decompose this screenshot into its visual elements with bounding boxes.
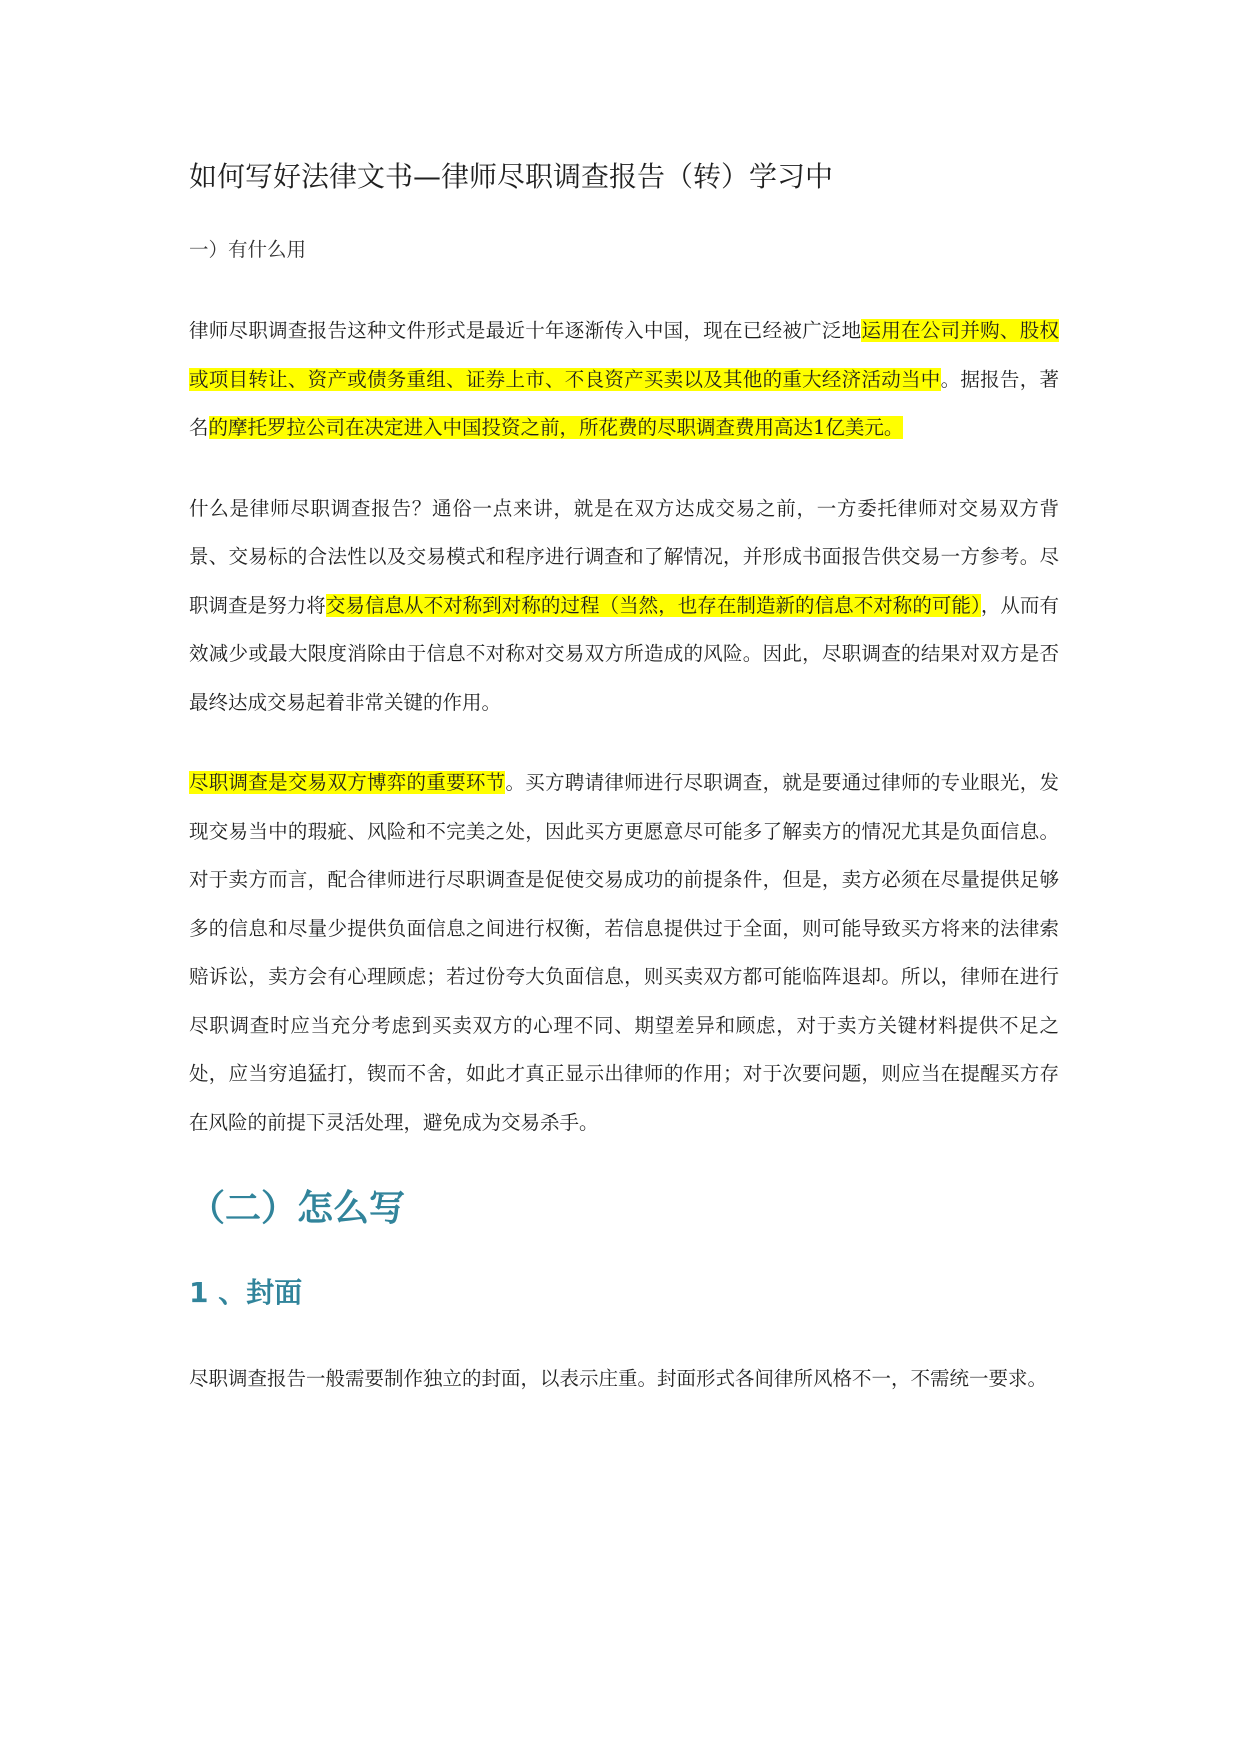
paragraph-3-text-b: 。买方聘请律师进行尽职调查，就是要通过律师的专业眼光，发现交易当中的瑕疵、风险和不完美之处，因此买方更愿意尽可能多了解卖方的情况尤其是负面信息。对于卖方而言，配合律师进行尽职调查是促使交易成功的前提条件，但是，卖方必须在尽量提供足够多的信息和尽量少提供负面信息之间进行权衡，若信息提供过于全面，则可能导致买方将来的法律索赔诉讼，卖方会有心理顾虑；若过份夸大负面信息，则买卖双方都可能临阵退却。所以，律师在进行尽职调查时应当充分考虑到买卖双方的心理不同、期望差异和顾虑，对于卖方关键材料提供不足之处，应当穷追猛打，锲而不舍，如此才真正显示出律师的作用；对于次要问题，则应当在提醒买方存在风险的前提下灵活处理，避免成为交易杀手。 — [189, 771, 1059, 1134]
paragraph-1-highlight-b: 运用在公司并购、股权或项目转让、资产或债务重组、证券上市、不良资产买卖以及其他的重大经济活动当中 — [189, 319, 1059, 391]
paragraph-3 — [189, 759, 1059, 1147]
paragraph-2 — [189, 485, 1059, 728]
document-title: 如何写好法律文书—律师尽职调查报告（转）学习中 — [189, 160, 834, 193]
paragraph-2-highlight-b: 交易信息从不对称到对称的过程（当然，也存在制造新的信息不对称的可能） — [325, 593, 981, 617]
paragraph-2-text-c: ，从而有效减少或最大限度消除由于信息不对称对交易双方所造成的风险。因此，尽职调查的结果对双方是否最终达成交易起着非常关键的作用。 — [189, 593, 1059, 714]
document-body — [189, 155, 1059, 1436]
paragraph-4: 尽职调查报告一般需要制作独立的封面，以表示庄重。封面形式各间律所风格不一，不需统一要求。 — [189, 1367, 1048, 1390]
section-heading-how-to-write: （二）怎么写 — [189, 1188, 406, 1229]
paragraph-1-text-a: 律师尽职调查报告这种文件形式是最近十年逐渐传入中国，现在已经被广泛地 — [189, 319, 862, 342]
subsection-heading-cover: 1 、封面 — [189, 1276, 303, 1309]
paragraph-1-highlight-d: 的摩托罗拉公司在决定进入中国投资之前，所花费的尽职调查费用高达1亿美元。 — [208, 416, 904, 439]
paragraph-3-highlight-a: 尽职调查是交易双方博弈的重要环节 — [189, 771, 506, 794]
paragraph-2-text-a: 什么是律师尽职调查报告？通俗一点来讲，就是在双方达成交易之前，一方委托律师对交易双方背景、交易标的合法性以及交易模式和程序进行调查和了解情况，并形成书面报告供交易一方参考。尽职调查是努力将 — [189, 496, 1059, 617]
section-heading-usage: 一）有什么用 — [189, 238, 307, 261]
paragraph-1-text-c: 。据报告，著名 — [189, 367, 1059, 439]
paragraph-1 — [189, 307, 1059, 453]
